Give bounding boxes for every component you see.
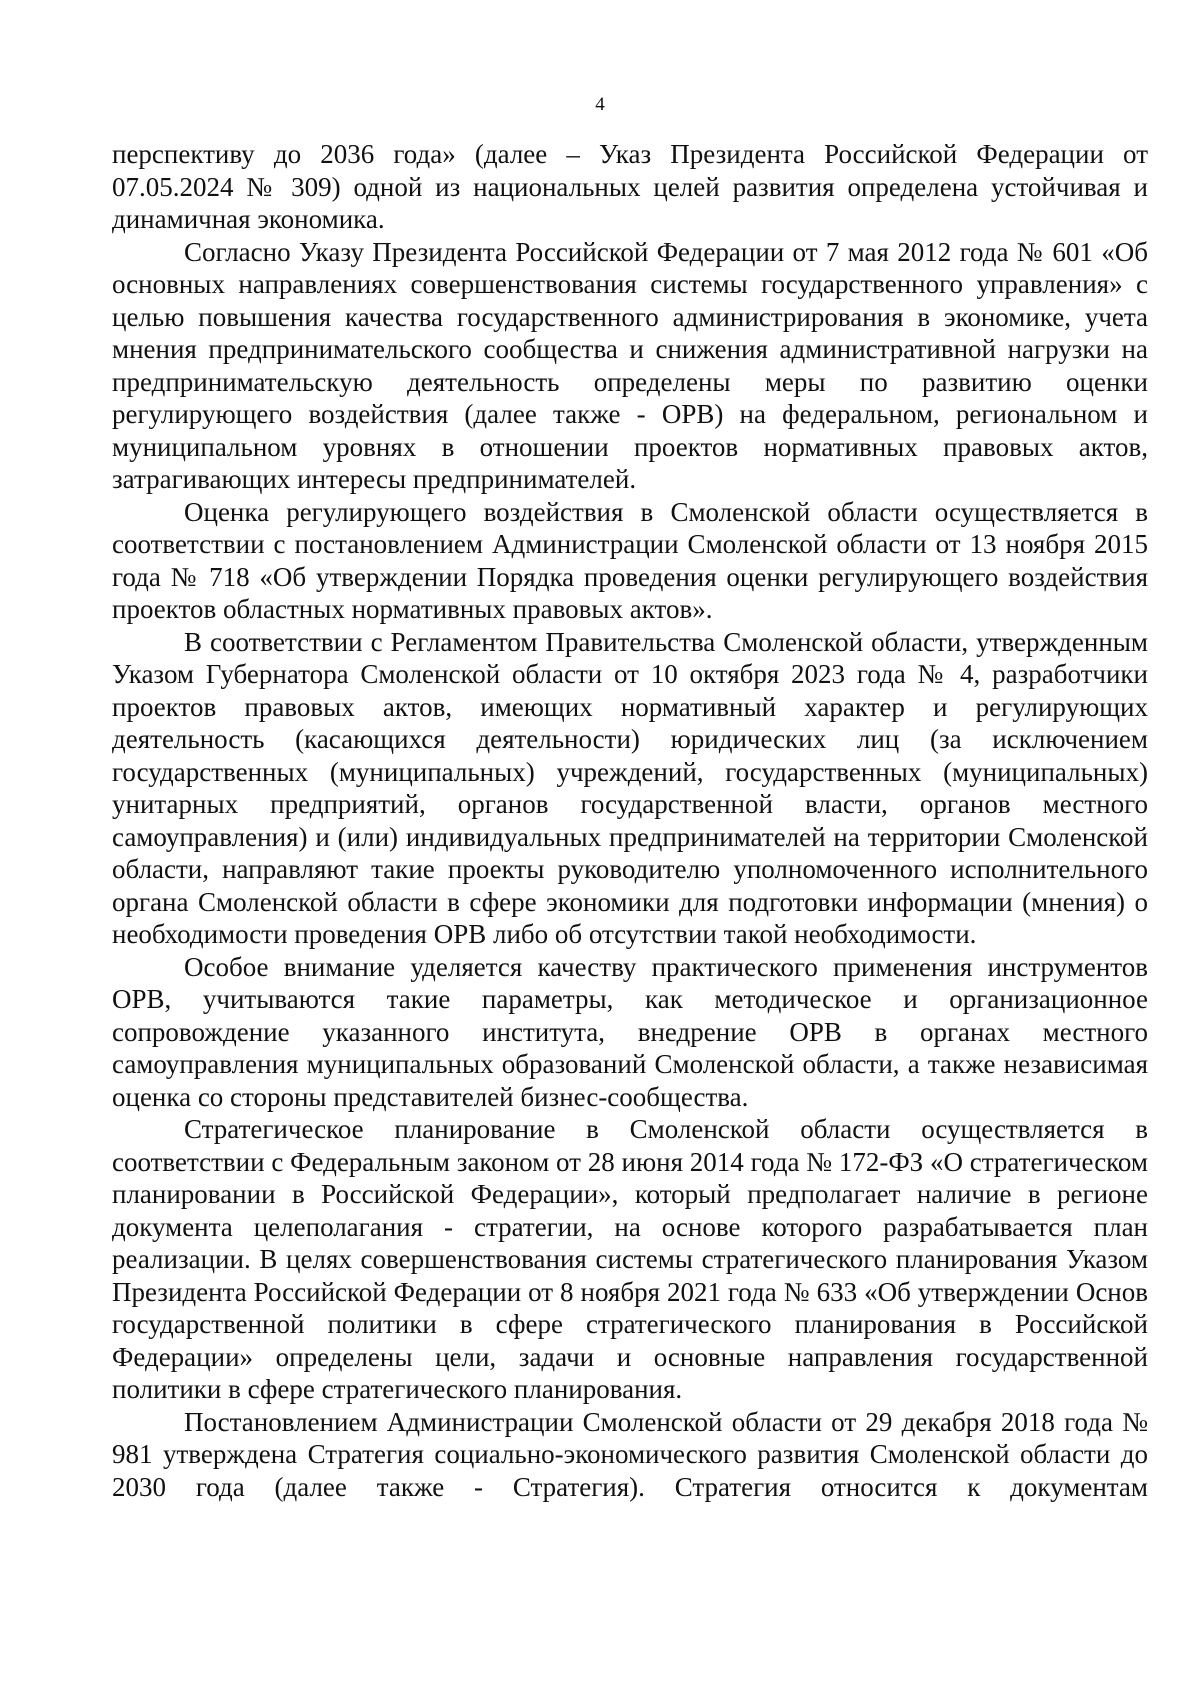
paragraph-government-regulation: В соответствии с Регламентом Правительства Смоленской области, утвержденным Указом Губернатора Смоленской области от 10 октября 2023 года № 4, разработчики проектов правовых актов, имеющих нормативный характер и регулирующих деятельность (касающихся деятельности) юридических лиц (за исключением государственных (муниципальных) учреждений, государственных (муниципальных) унитарных предприятий, органов государственной власти, органов местного самоуправления) и (или) индивидуальных предпринимателей на территории Смоленской области, направляют такие проекты руководителю уполномоченного исполнительного органа Смоленской области в сфере экономики для подготовки информации (мнения) о необходимости проведения ОРВ либо об отсутствии такой необходимости. <box>112 626 1148 949</box>
document-body <box>112 138 1148 1503</box>
paragraph-orv-quality: Особое внимание уделяется качеству практического применения инструментов ОРВ, учитываются такие параметры, как методическое и организационное сопровождение указанного института, внедрение ОРВ в органах местного самоуправления муниципальных образований Смоленской области, а также независимая оценка со стороны представителей бизнес-сообщества. <box>112 951 1148 1112</box>
paragraph-strategic-planning: Стратегическое планирование в Смоленской области осуществляется в соответствии с Федеральным законом от 28 июня 2014 года № 172-ФЗ «О стратегическом планировании в Российской Федерации», который предполагает наличие в регионе документа целеполагания - стратегии, на основе которого разрабатывается план реализации. В целях совершенствования системы стратегического планирования Указом Президента Российской Федерации от 8 ноября 2021 года № 633 «Об утверждении Основ государственной политики в сфере стратегического планирования в Российской Федерации» определены цели, задачи и основные направления государственной политики в сфере стратегического планирования. <box>112 1114 1148 1404</box>
paragraph-decree-601: Согласно Указу Президента Российской Федерации от 7 мая 2012 года № 601 «Об основных направлениях совершенствования системы государственного управления» с целью повышения качества государственного администрирования в экономике, учета мнения предпринимательского сообщества и снижения административной нагрузки на предпринимательскую деятельность определены меры по развитию оценки регулирующего воздействия (далее также - ОРВ) на федеральном, региональном и муниципальном уровнях в отношении проектов нормативных правовых актов, затрагивающих интересы предпринимателей. <box>112 236 1148 494</box>
page-number: 4 <box>595 94 605 115</box>
paragraph-orv-smolensk: Оценка регулирующего воздействия в Смоленской области осуществляется в соответствии с постановлением Администрации Смоленской области от 13 ноября 2015 года № 718 «Об утверждении Порядка проведения оценки регулирующего воздействия проектов областных нормативных правовых актов». <box>112 496 1148 624</box>
paragraph-strategy-2030: Постановлением Администрации Смоленской области от 29 декабря 2018 года № 981 утверждена Стратегия социально-экономического развития Смоленской области до 2030 года (далее также - Стратегия). Стратегия относится к документам <box>112 1406 1148 1502</box>
paragraph-continuation: перспективу до 2036 года» (далее – Указ Президента Российской Федерации от 07.05.2024 № 309) одной из национальных целей развития определена устойчивая и динамичная экономика. <box>112 139 1148 234</box>
